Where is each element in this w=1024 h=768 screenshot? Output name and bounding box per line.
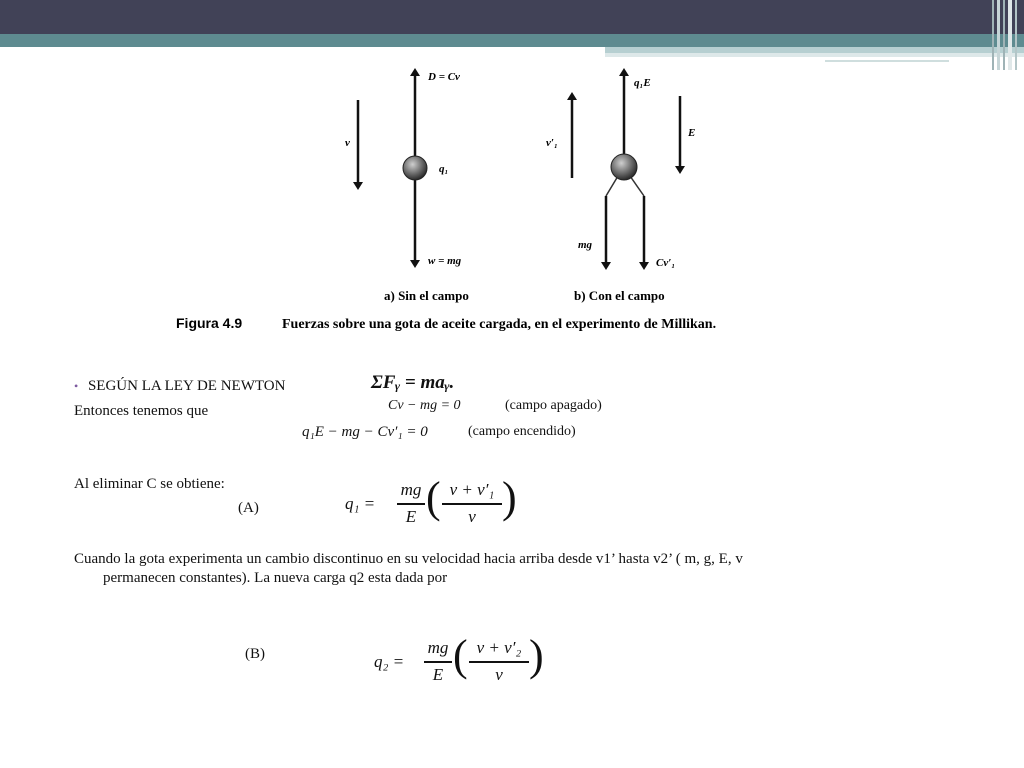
formula-a-inner-den: v	[468, 507, 476, 526]
millikan-force-diagram	[0, 0, 1024, 350]
formula-a-inner-num: v + v′₁	[449, 480, 495, 499]
figure-number: Figura 4.9	[176, 315, 243, 331]
field-on-note: (campo encendido)	[468, 424, 576, 439]
oil-drop-b	[611, 154, 637, 180]
label-cv1: Cv′₁	[656, 257, 676, 269]
bullet-icon: •	[74, 379, 79, 393]
eliminate-text: Al eliminar C se obtiene:	[74, 476, 225, 492]
formula-b-lhs: q₂ =	[374, 652, 405, 671]
label-q1e: q₁E	[634, 77, 651, 89]
field-off-note: (campo apagado)	[505, 398, 602, 413]
label-b: (B)	[245, 646, 265, 662]
label-charge: q₁	[439, 163, 449, 175]
formula-b-inner-den: v	[495, 665, 503, 684]
formula-a: q₁ = mg E ( v + v′₁ v )	[345, 473, 517, 526]
change-text-continued: permanecen constantes). La nueva carga q2 esta dada por	[103, 570, 448, 586]
formula-b-num: mg	[427, 638, 449, 657]
label-mg: mg	[578, 239, 593, 251]
then-text: Entonces tenemos que	[74, 403, 209, 419]
formula-a-den: E	[405, 507, 417, 526]
figure-caption: Fuerzas sobre una gota de aceite cargada, en el experimento de Millikan.	[282, 317, 717, 332]
formula-b-den: E	[432, 665, 444, 684]
formula-a-num: mg	[400, 480, 422, 499]
field-off-equation: Cv − mg = 0	[388, 398, 461, 413]
caption-b: b) Con el campo	[574, 288, 665, 303]
label-a: (A)	[238, 500, 259, 516]
label-velocity: v	[345, 137, 350, 149]
label-field: E	[688, 127, 696, 139]
change-text: Cuando la gota experimenta un cambio discontinuo en su velocidad hacia arriba desde v1’ hasta v2’ ( m, g, E, v	[74, 551, 743, 567]
label-v1prime: v′₁	[546, 137, 558, 149]
formula-a-lhs: q₁ =	[345, 494, 376, 513]
oil-drop-a	[403, 156, 427, 180]
bullet-item	[74, 377, 285, 395]
label-drag: D = Cv	[428, 71, 460, 83]
newton-law-text: SEGÚN LA LEY DE NEWTON	[87, 378, 286, 394]
caption-a: a) Sin el campo	[384, 288, 469, 303]
formula-b: q₂ = mg E ( v + v′₂ v )	[374, 631, 544, 684]
field-on-equation: q₁E − mg − Cv′₁ = 0	[302, 424, 428, 440]
sum-forces-equation: ΣFᵧ = maᵧ.	[371, 372, 455, 393]
label-weight: w = mg	[428, 255, 462, 267]
formula-b-inner-num: v + v′₂	[476, 638, 522, 657]
